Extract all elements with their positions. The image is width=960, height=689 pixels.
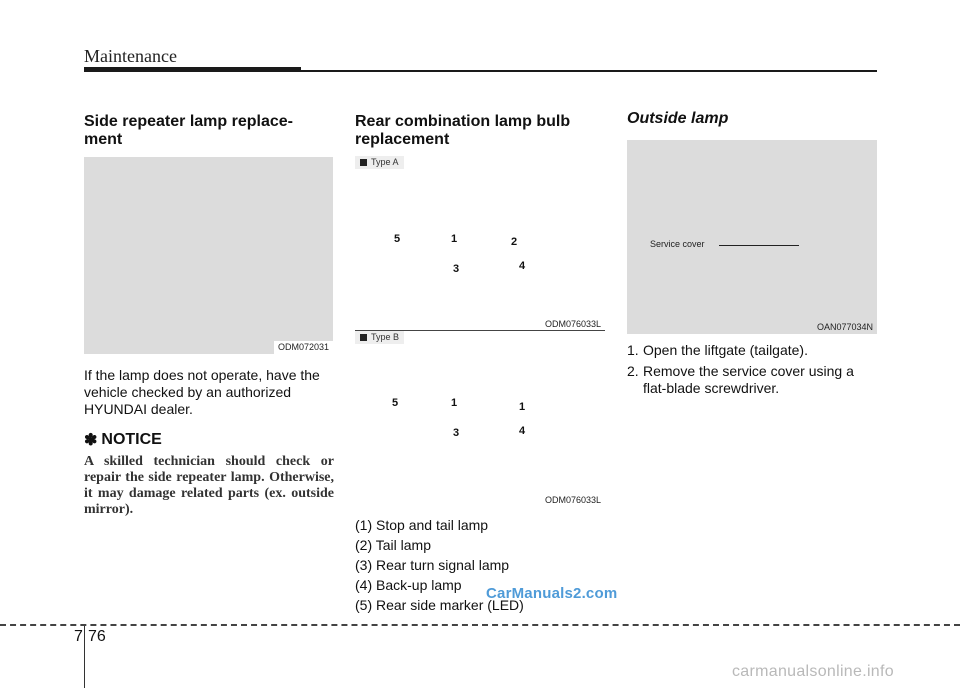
callout-number: 1 xyxy=(451,233,458,245)
page-header-title: Maintenance xyxy=(84,46,177,66)
legend-item: (1) Stop and tail lamp xyxy=(355,517,489,533)
rear-combination-heading: Rear combination lamp bulb replacement xyxy=(355,113,571,148)
step-number: 2. xyxy=(627,363,639,379)
callout-number: 5 xyxy=(394,233,401,245)
step-text: Remove the service cover using a flat-blade screwdriver. xyxy=(643,363,854,396)
step-number: 1. xyxy=(627,342,639,358)
outside-lamp-steps xyxy=(627,342,879,397)
header-rule-thick xyxy=(84,67,301,72)
notice-star-icon: ✽ xyxy=(84,432,98,449)
side-repeater-figure xyxy=(84,157,333,354)
type-b-diagram xyxy=(355,331,605,509)
legend-item: (4) Back-up lamp xyxy=(355,577,462,593)
side-repeater-heading: Side repeater lamp replace- ment xyxy=(84,113,293,148)
notice-title: NOTICE xyxy=(101,431,162,448)
carmanuals-watermark[interactable]: CarManuals2.com xyxy=(486,585,618,602)
callout-number: 5 xyxy=(392,397,399,409)
legend-item: (2) Tail lamp xyxy=(355,537,431,553)
outside-lamp-heading: Outside lamp xyxy=(627,110,729,127)
square-bullet-icon xyxy=(360,334,367,341)
callout-number: 4 xyxy=(519,260,526,272)
type-b-label xyxy=(355,331,404,344)
type-b-label-text: Type B xyxy=(371,332,400,342)
callout-number: 3 xyxy=(453,427,460,439)
header-rule-thin xyxy=(301,70,877,72)
callout-number: 2 xyxy=(511,236,518,248)
side-repeater-figure-code: ODM072031 xyxy=(274,341,333,354)
side-repeater-body: If the lamp does not operate, have the vehicle checked by an authorized HYUNDAI dealer. xyxy=(84,367,320,417)
callout-number: 1 xyxy=(451,397,458,409)
footer-dashed-rule xyxy=(0,624,960,626)
service-cover-leader-line xyxy=(719,245,799,246)
square-bullet-icon xyxy=(360,159,367,166)
type-b-figure-code: ODM076033L xyxy=(541,494,605,507)
step-item xyxy=(627,342,879,359)
page-number: 76 xyxy=(88,628,106,645)
footer-vertical-rule xyxy=(84,626,85,688)
legend-item: (5) Rear side marker (LED) xyxy=(355,597,524,613)
callout-number: 3 xyxy=(453,263,460,275)
step-text: Open the liftgate (tailgate). xyxy=(643,342,808,358)
type-a-figure-code: ODM076033L xyxy=(541,318,605,331)
carmanualsonline-watermark[interactable]: carmanualsonline.info xyxy=(732,663,894,680)
callout-number: 1 xyxy=(519,401,526,413)
type-a-label xyxy=(355,156,404,169)
service-cover-label: Service cover xyxy=(650,239,705,249)
outside-lamp-figure xyxy=(627,140,877,334)
chapter-number: 7 xyxy=(74,628,83,645)
notice-text: A skilled technician should check or repair the side repeater lamp. Otherwise, it may damage related parts (ex. outside mirror). xyxy=(84,454,334,517)
step-item xyxy=(627,363,879,397)
outside-lamp-figure-code: OAN077034N xyxy=(816,322,873,332)
type-a-label-text: Type A xyxy=(371,157,399,167)
notice-header xyxy=(84,430,162,450)
legend-item: (3) Rear turn signal lamp xyxy=(355,557,510,573)
type-a-diagram xyxy=(355,152,605,330)
callout-number: 4 xyxy=(519,425,526,437)
